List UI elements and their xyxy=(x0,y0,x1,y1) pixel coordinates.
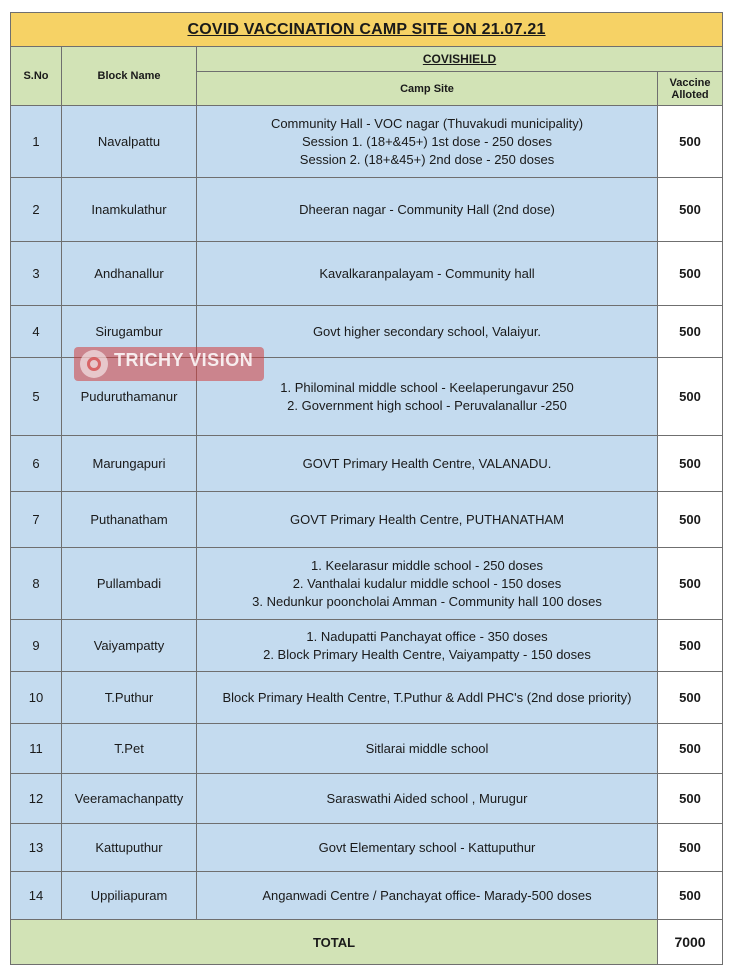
sno-header: S.No xyxy=(11,47,62,106)
row-vaccine-allotted: 500 xyxy=(658,774,723,824)
vaccine-header: COVISHIELD xyxy=(422,52,497,66)
row-vaccine-allotted: 500 xyxy=(658,872,723,920)
camp-site-line: Session 2. (18+&45+) 2nd dose - 250 doses xyxy=(299,151,555,167)
total-value: 7000 xyxy=(658,920,723,965)
row-vaccine-allotted: 500 xyxy=(658,178,723,242)
camp-site-line: Sitlarai middle school xyxy=(365,740,489,756)
vaccination-sheet xyxy=(10,12,722,965)
row-camp-site xyxy=(197,672,658,724)
row-vaccine-allotted: 500 xyxy=(658,106,723,178)
row-camp-site xyxy=(197,178,658,242)
row-block-name: Marungapuri xyxy=(62,436,197,492)
row-vaccine-allotted: 500 xyxy=(658,824,723,872)
row-vaccine-allotted: 500 xyxy=(658,436,723,492)
row-block-name: Kattuputhur xyxy=(62,824,197,872)
table-row xyxy=(11,620,723,672)
camp-site-line: GOVT Primary Health Centre, PUTHANATHAM xyxy=(289,511,564,527)
row-vaccine-allotted: 500 xyxy=(658,620,723,672)
row-block-name: Veeramachanpatty xyxy=(62,774,197,824)
row-camp-site xyxy=(197,358,658,436)
camp-site-line: Govt higher secondary school, Valaiyur. xyxy=(312,323,542,339)
table-body xyxy=(11,106,723,920)
row-camp-site xyxy=(197,306,658,358)
camp-site-line: Block Primary Health Centre, T.Puthur & Addl PHC's (2nd dose priority) xyxy=(222,689,632,705)
camp-site-line: Dheeran nagar - Community Hall (2nd dose) xyxy=(299,201,555,217)
row-block-name: Puthanatham xyxy=(62,492,197,548)
row-block-name: Pullambadi xyxy=(62,548,197,620)
row-block-name: Puduruthamanur xyxy=(62,358,197,436)
watermark-logo-icon xyxy=(80,350,108,378)
row-vaccine-allotted: 500 xyxy=(658,724,723,774)
watermark-text: TRICHY VISION xyxy=(114,350,254,370)
table-row xyxy=(11,242,723,306)
table-row xyxy=(11,492,723,548)
row-sno: 14 xyxy=(11,872,62,920)
camp-site-line: Session 1. (18+&45+) 1st dose - 250 doses xyxy=(301,133,553,149)
camp-site-line: Community Hall - VOC nagar (Thuvakudi municipality) xyxy=(270,115,584,131)
vaccine-header-cell xyxy=(197,47,723,72)
table-row xyxy=(11,824,723,872)
row-block-name: T.Pet xyxy=(62,724,197,774)
row-sno: 13 xyxy=(11,824,62,872)
total-row xyxy=(11,920,723,965)
row-sno: 1 xyxy=(11,106,62,178)
row-camp-site xyxy=(197,242,658,306)
row-sno: 3 xyxy=(11,242,62,306)
camp-site-line: GOVT Primary Health Centre, VALANADU. xyxy=(302,455,552,471)
row-vaccine-allotted: 500 xyxy=(658,358,723,436)
sheet-title: COVID VACCINATION CAMP SITE ON 21.07.21 xyxy=(187,20,546,38)
camp-site-line: Anganwadi Centre / Panchayat office- Marady-500 doses xyxy=(262,887,592,903)
row-camp-site xyxy=(197,436,658,492)
trichy-vision-watermark xyxy=(74,347,264,381)
camp-site-line: 2. Vanthalai kudalur middle school - 150 doses xyxy=(292,575,562,591)
row-block-name: Inamkulathur xyxy=(62,178,197,242)
row-camp-site xyxy=(197,620,658,672)
row-block-name: Navalpattu xyxy=(62,106,197,178)
row-camp-site xyxy=(197,492,658,548)
row-sno: 7 xyxy=(11,492,62,548)
row-camp-site xyxy=(197,872,658,920)
camp-site-line: 3. Nedunkur pooncholai Amman - Community hall 100 doses xyxy=(252,593,602,609)
row-vaccine-allotted: 500 xyxy=(658,492,723,548)
row-sno: 10 xyxy=(11,672,62,724)
camp-site-line: 2. Government high school - Peruvalanallur -250 xyxy=(287,397,567,413)
table-row xyxy=(11,548,723,620)
row-block-name: Uppiliapuram xyxy=(62,872,197,920)
row-camp-site xyxy=(197,106,658,178)
camp-site-table xyxy=(10,12,723,965)
row-camp-site xyxy=(197,724,658,774)
table-row xyxy=(11,178,723,242)
table-row xyxy=(11,724,723,774)
row-sno: 6 xyxy=(11,436,62,492)
camp-site-header: Camp Site xyxy=(197,72,658,106)
row-vaccine-allotted: 500 xyxy=(658,306,723,358)
row-sno: 5 xyxy=(11,358,62,436)
camp-site-line: 1. Keelarasur middle school - 250 doses xyxy=(311,557,543,573)
row-block-name: Vaiyampatty xyxy=(62,620,197,672)
sheet-title-cell xyxy=(11,13,723,47)
table-row xyxy=(11,872,723,920)
row-block-name: Andhanallur xyxy=(62,242,197,306)
block-name-header: Block Name xyxy=(62,47,197,106)
table-row xyxy=(11,774,723,824)
camp-site-line: Kavalkaranpalayam - Community hall xyxy=(319,265,535,281)
camp-site-line: Saraswathi Aided school , Murugur xyxy=(326,790,528,806)
row-camp-site xyxy=(197,548,658,620)
camp-site-line: Govt Elementary school - Kattuputhur xyxy=(318,839,536,855)
vaccine-allotted-header: Vaccine Alloted xyxy=(658,72,723,106)
row-camp-site xyxy=(197,774,658,824)
table-row xyxy=(11,672,723,724)
row-block-name: Sirugambur xyxy=(62,306,197,358)
total-label: TOTAL xyxy=(11,920,658,965)
camp-site-line: 1. Nadupatti Panchayat office - 350 doses xyxy=(306,628,548,644)
row-camp-site xyxy=(197,824,658,872)
row-sno: 12 xyxy=(11,774,62,824)
table-row xyxy=(11,106,723,178)
table-row xyxy=(11,436,723,492)
row-block-name: T.Puthur xyxy=(62,672,197,724)
camp-site-line: 1. Philominal middle school - Keelaperungavur 250 xyxy=(280,379,574,395)
row-sno: 9 xyxy=(11,620,62,672)
camp-site-line: 2. Block Primary Health Centre, Vaiyampatty - 150 doses xyxy=(263,646,591,662)
row-sno: 4 xyxy=(11,306,62,358)
row-vaccine-allotted: 500 xyxy=(658,242,723,306)
row-sno: 2 xyxy=(11,178,62,242)
row-vaccine-allotted: 500 xyxy=(658,548,723,620)
row-sno: 8 xyxy=(11,548,62,620)
row-vaccine-allotted: 500 xyxy=(658,672,723,724)
row-sno: 11 xyxy=(11,724,62,774)
